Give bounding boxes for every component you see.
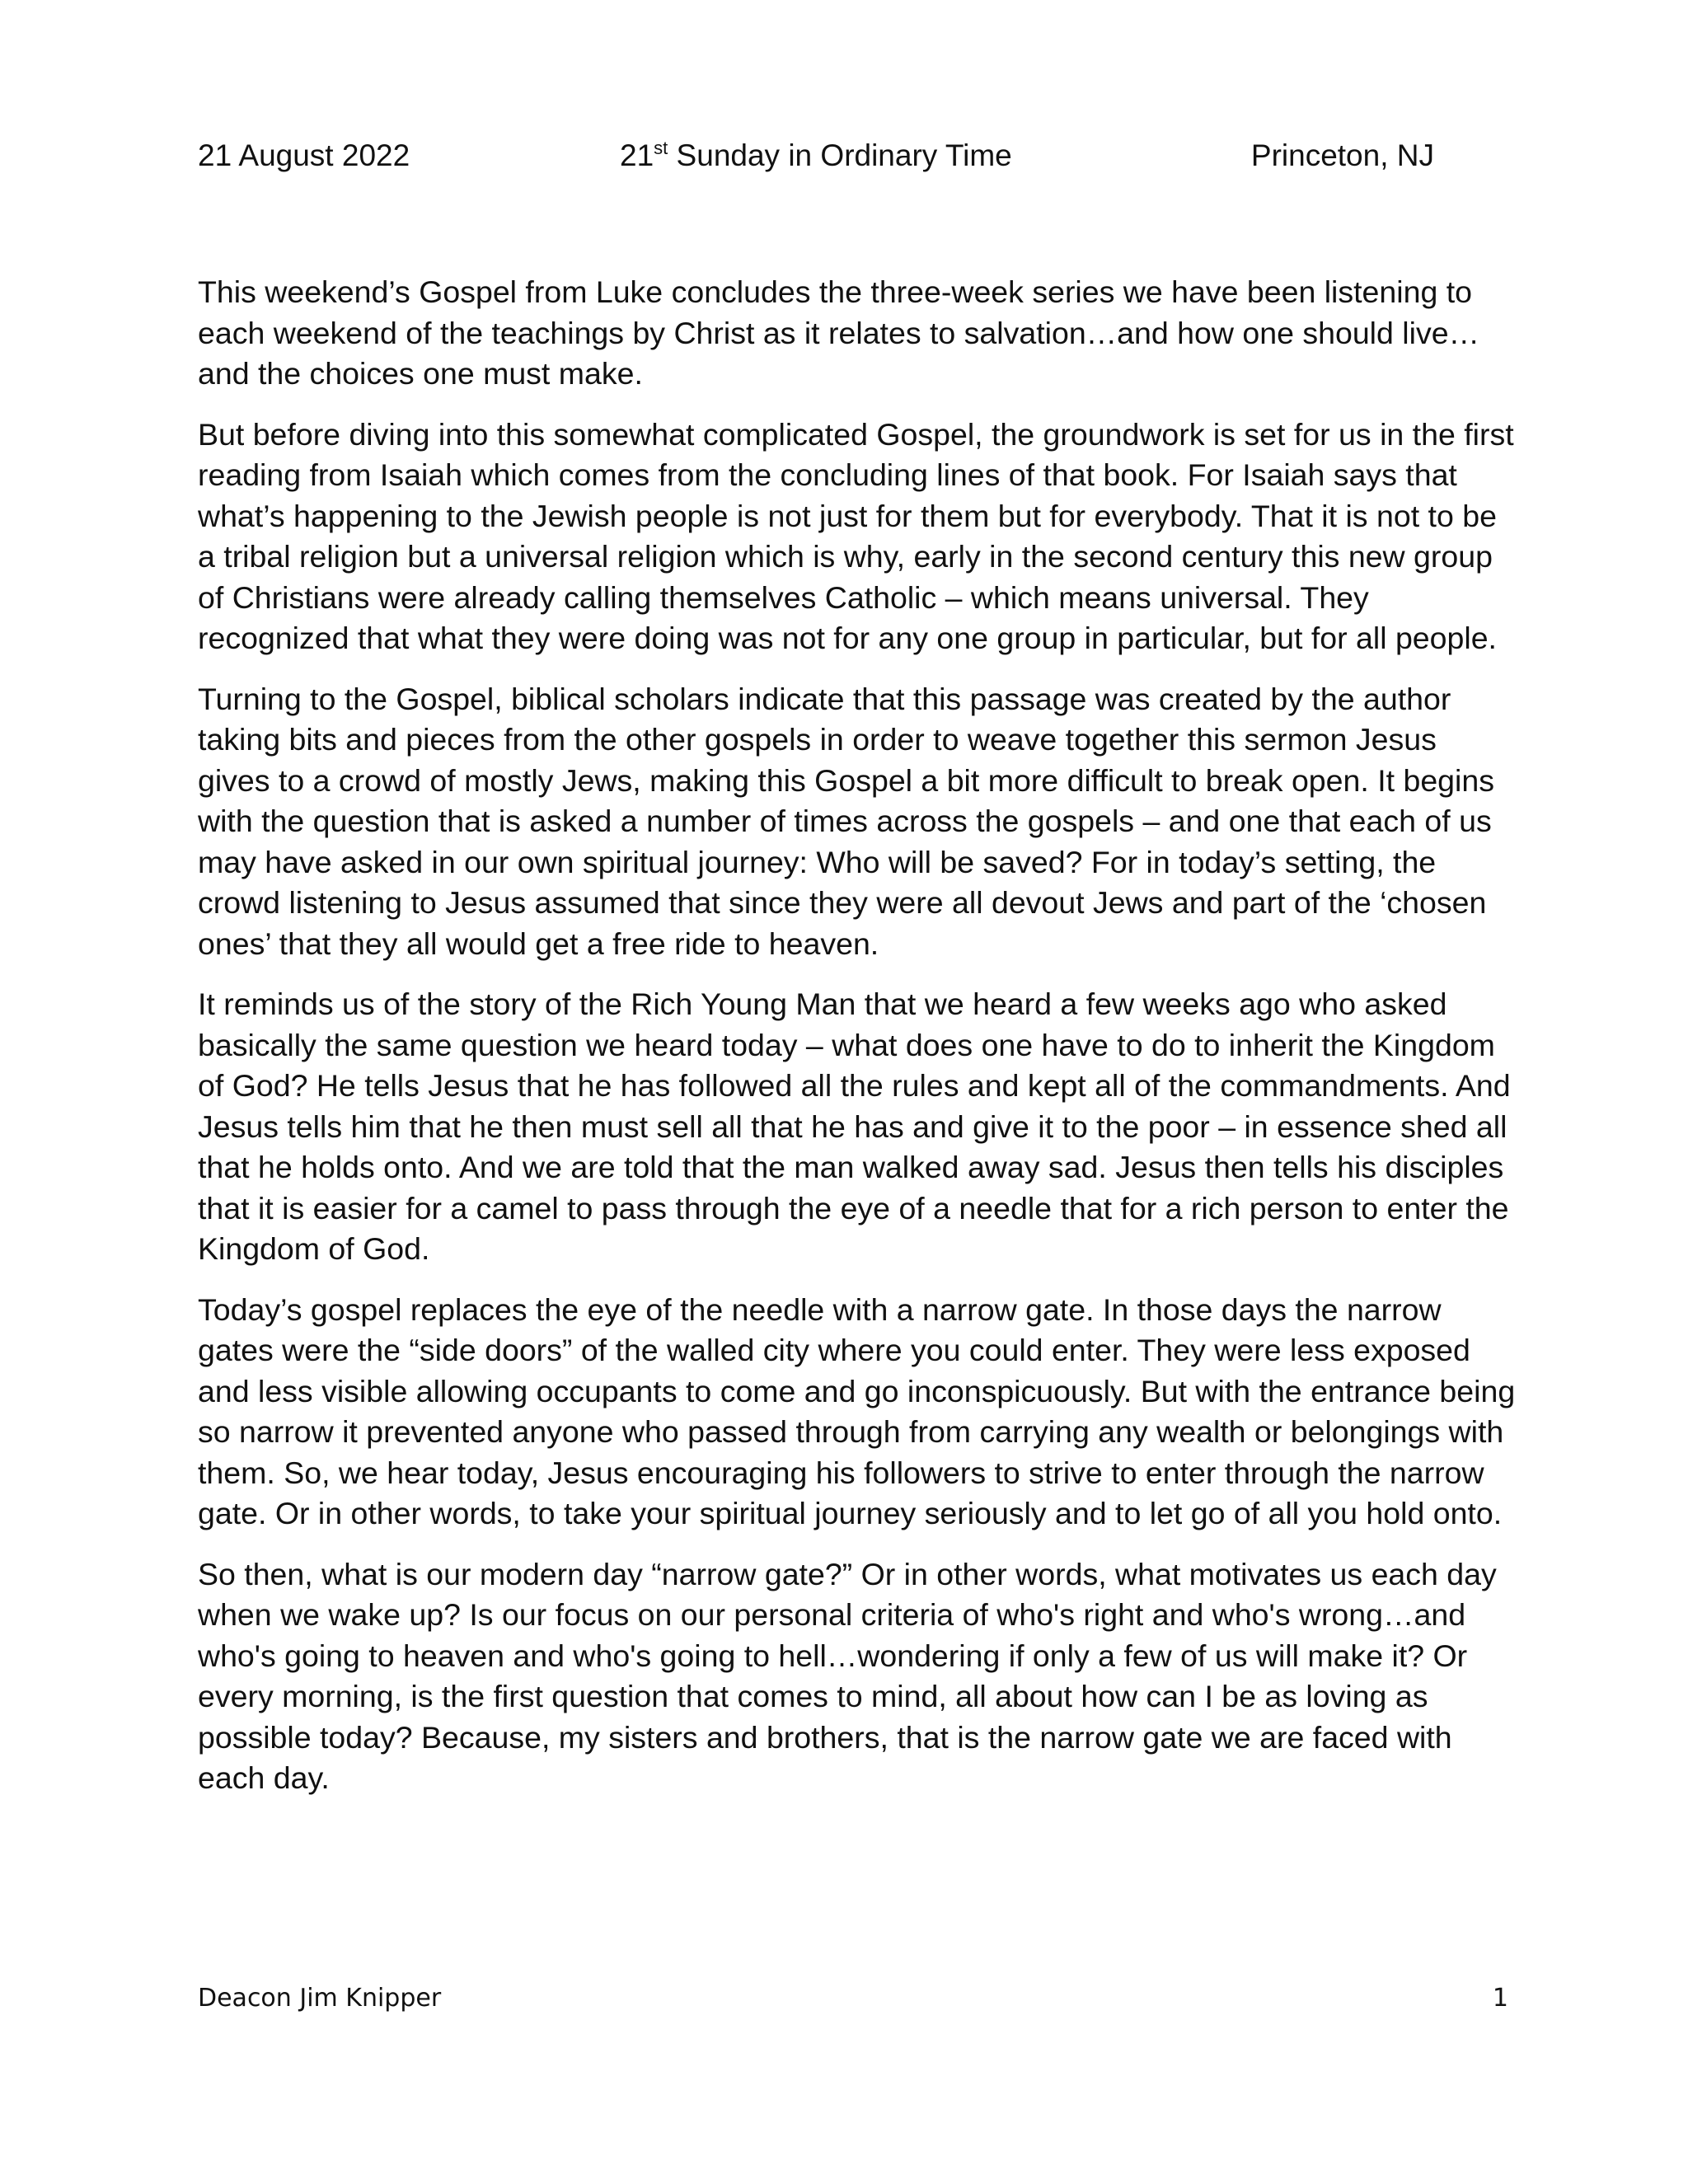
- page-footer: [198, 1982, 1508, 2015]
- page-number: 1: [1492, 1984, 1508, 2013]
- paragraph-6: So then, what is our modern day “narrow gate?” Or in other words, what motivates us each day when we wake up? Is our focus on our personal criteria of who's right and who's wrong…and who's going to heaven and who's going to hell…wondering if only a few of us will make it? Or every morning, is the first question that comes to mind, all about how can I be as loving as possible today? Because, my sisters and brothers, that is the narrow gate we are faced with each day.: [198, 1556, 1497, 1795]
- page-header: [198, 135, 1500, 176]
- header-date: 21 August 2022: [198, 138, 410, 172]
- header-occasion: [620, 135, 1012, 176]
- occasion-suffix: st: [654, 138, 668, 158]
- paragraph-2: But before diving into this somewhat complicated Gospel, the groundwork is set for us in the first reading from Isaiah which comes from the concluding lines of that book. For Isaiah says that what’s happening to the Jewish people is not just for them but for everybody. That it is not to be a tribal religion but a universal religion which is why, early in the second century this new group of Christians were already calling themselves Catholic – which means universal. They recognized that what they were doing was not for any one group in particular, but for all people.: [198, 416, 1514, 655]
- paragraph-1: This weekend’s Gospel from Luke concludes the three-week series we have been listening to each weekend of the teachings by Christ as it relates to salvation…and how one should live…and the choices one must make.: [198, 274, 1480, 391]
- paragraph-4: It reminds us of the story of the Rich Young Man that we heard a few weeks ago who asked basically the same question we heard today – what does one have to do to inherit the Kingdom of God? He tells Jesus that he has followed all the rules and kept all of the commandments. And Jesus tells him that he then must sell all that he has and give it to the poor – in essence shed all that he holds onto. And we are told that the man walked away sad. Jesus then tells his disciples that it is easier for a camel to pass through the eye of a needle that for a rich person to enter the Kingdom of God.: [198, 987, 1511, 1266]
- homily-body: [198, 272, 1517, 1819]
- paragraph-3: Turning to the Gospel, biblical scholars indicate that this passage was created by the author taking bits and pieces from the other gospels in order to weave together this sermon Jesus gives to a crowd of mostly Jews, making this Gospel a bit more difficult to break open. It begins with the question that is asked a number of times across the gospels – and one that each of us may have asked in our own spiritual journey: Who will be saved? For in today’s setting, the crowd listening to Jesus assumed that since they were all devout Jews and part of the ‘chosen ones’ that they all would get a free ride to heaven.: [198, 681, 1494, 961]
- occasion-title: Sunday in Ordinary Time: [668, 138, 1012, 172]
- footer-author: Deacon Jim Knipper: [198, 1984, 442, 2013]
- occasion-number: 21: [620, 138, 654, 172]
- paragraph-5: Today’s gospel replaces the eye of the needle with a narrow gate. In those days the narrow gates were the “side doors” of the walled city where you could enter. They were less exposed and less visible allowing occupants to come and go inconspicuously. But with the entrance being so narrow it prevented anyone who passed through from carrying any wealth or belongings with them. So, we hear today, Jesus encouraging his followers to strive to enter through the narrow gate. Or in other words, to take your spiritual journey seriously and to let go of all you hold onto.: [198, 1291, 1516, 1530]
- header-location: Princeton, NJ: [1250, 138, 1434, 172]
